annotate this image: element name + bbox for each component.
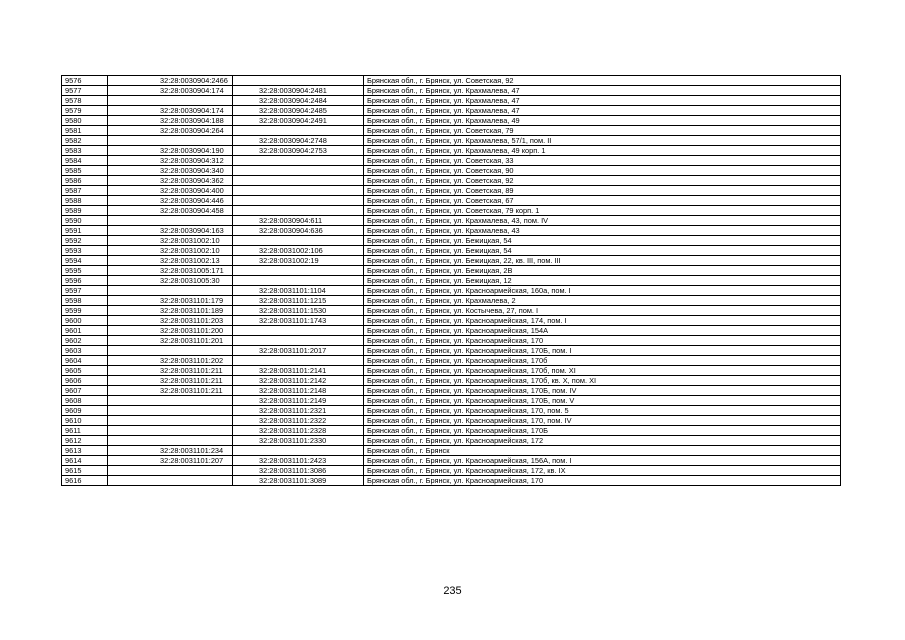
row-number-cell: 9585 [62,166,108,176]
object-cadastral-number-cell: 32:28:0031101:2149 [233,396,364,406]
cadastral-number-cell [108,436,233,446]
table-row [62,146,841,156]
table-row [62,176,841,186]
object-cadastral-number-cell: 32:28:0031101:1104 [233,286,364,296]
table-row [62,216,841,226]
cadastral-number-cell [108,476,233,486]
table-row [62,246,841,256]
table-row [62,296,841,306]
address-cell: Брянская обл., г. Брянск, ул. Крахмалева, 43 [364,226,841,236]
address-cell: Брянская обл., г. Брянск, ул. Костычева, 27, пом. I [364,306,841,316]
table-row [62,386,841,396]
row-number-cell: 9607 [62,386,108,396]
table-row [62,306,841,316]
row-number-cell: 9601 [62,326,108,336]
address-cell: Брянская обл., г. Брянск, ул. Советская, 89 [364,186,841,196]
row-number-cell: 9613 [62,446,108,456]
row-number-cell: 9609 [62,406,108,416]
table-row [62,206,841,216]
object-cadastral-number-cell: 32:28:0031002:106 [233,246,364,256]
object-cadastral-number-cell: 32:28:0031101:2141 [233,366,364,376]
table-row [62,226,841,236]
cadastral-number-cell [108,96,233,106]
table-row [62,106,841,116]
address-cell: Брянская обл., г. Брянск, ул. Красноармейская, 170Б, пом. V [364,396,841,406]
row-number-cell: 9578 [62,96,108,106]
table-row [62,356,841,366]
cadastral-table [61,75,841,486]
object-cadastral-number-cell: 32:28:0031101:2148 [233,386,364,396]
cadastral-number-cell: 32:28:0030904:190 [108,146,233,156]
cadastral-number-cell: 32:28:0031101:211 [108,376,233,386]
cadastral-number-cell: 32:28:0031101:211 [108,366,233,376]
table-row [62,236,841,246]
table-row [62,126,841,136]
table-row [62,376,841,386]
address-cell: Брянская обл., г. Брянск, ул. Крахмалева, 57/1, пом. II [364,136,841,146]
cadastral-number-cell: 32:28:0031005:171 [108,266,233,276]
row-number-cell: 9580 [62,116,108,126]
table-row [62,326,841,336]
page-number: 235 [443,585,462,597]
address-cell: Брянская обл., г. Брянск, ул. Бежицкая, 22, кв. III, пом. III [364,256,841,266]
cadastral-number-cell: 32:28:0031101:201 [108,336,233,346]
row-number-cell: 9589 [62,206,108,216]
row-number-cell: 9606 [62,376,108,386]
cadastral-number-cell: 32:28:0030904:312 [108,156,233,166]
object-cadastral-number-cell [233,356,364,366]
object-cadastral-number-cell: 32:28:0030904:611 [233,216,364,226]
table-row [62,256,841,266]
object-cadastral-number-cell: 32:28:0031002:19 [233,256,364,266]
table-row [62,286,841,296]
object-cadastral-number-cell: 32:28:0030904:2484 [233,96,364,106]
address-cell: Брянская обл., г. Брянск, ул. Красноармейская, 170, пом. 5 [364,406,841,416]
table-row [62,346,841,356]
address-cell: Брянская обл., г. Брянск [364,446,841,456]
table-row [62,446,841,456]
cadastral-number-cell: 32:28:0031002:13 [108,256,233,266]
object-cadastral-number-cell: 32:28:0031101:1743 [233,316,364,326]
address-cell: Брянская обл., г. Брянск, ул. Красноармейская, 156А, пом. I [364,456,841,466]
cadastral-number-cell [108,396,233,406]
address-cell: Брянская обл., г. Брянск, ул. Красноармейская, 154А [364,326,841,336]
row-number-cell: 9581 [62,126,108,136]
cadastral-number-cell [108,426,233,436]
table-row [62,406,841,416]
row-number-cell: 9576 [62,76,108,86]
address-cell: Брянская обл., г. Брянск, ул. Красноармейская, 170б, кв. X, пом. XI [364,376,841,386]
table-row [62,436,841,446]
address-cell: Брянская обл., г. Брянск, ул. Красноармейская, 172 [364,436,841,446]
object-cadastral-number-cell: 32:28:0030904:636 [233,226,364,236]
row-number-cell: 9577 [62,86,108,96]
cadastral-number-cell: 32:28:0031101:203 [108,316,233,326]
row-number-cell: 9582 [62,136,108,146]
address-cell: Брянская обл., г. Брянск, ул. Советская, 33 [364,156,841,166]
cadastral-number-cell [108,406,233,416]
row-number-cell: 9586 [62,176,108,186]
cadastral-number-cell: 32:28:0030904:264 [108,126,233,136]
cadastral-number-cell: 32:28:0030904:362 [108,176,233,186]
row-number-cell: 9584 [62,156,108,166]
row-number-cell: 9591 [62,226,108,236]
address-cell: Брянская обл., г. Брянск, ул. Крахмалева, 49 корп. 1 [364,146,841,156]
address-cell: Брянская обл., г. Брянск, ул. Бежицкая, 54 [364,236,841,246]
row-number-cell: 9583 [62,146,108,156]
row-number-cell: 9592 [62,236,108,246]
address-cell: Брянская обл., г. Брянск, ул. Красноармейская, 170 [364,336,841,346]
cadastral-number-cell: 32:28:0030904:446 [108,196,233,206]
object-cadastral-number-cell [233,206,364,216]
table-row [62,156,841,166]
address-cell: Брянская обл., г. Брянск, ул. Крахмалева, 47 [364,86,841,96]
cadastral-number-cell: 32:28:0031101:207 [108,456,233,466]
cadastral-number-cell: 32:28:0031101:202 [108,356,233,366]
cadastral-number-cell: 32:28:0031101:200 [108,326,233,336]
table-row [62,276,841,286]
object-cadastral-number-cell [233,176,364,186]
object-cadastral-number-cell [233,126,364,136]
object-cadastral-number-cell: 32:28:0030904:2753 [233,146,364,156]
cadastral-number-cell: 32:28:0031002:10 [108,236,233,246]
cadastral-number-cell [108,286,233,296]
table-row [62,96,841,106]
address-cell: Брянская обл., г. Брянск, ул. Советская, 67 [364,196,841,206]
object-cadastral-number-cell [233,156,364,166]
row-number-cell: 9608 [62,396,108,406]
row-number-cell: 9602 [62,336,108,346]
address-cell: Брянская обл., г. Брянск, ул. Красноармейская, 170Б, пом. IV [364,386,841,396]
row-number-cell: 9596 [62,276,108,286]
cadastral-number-cell: 32:28:0031101:179 [108,296,233,306]
cadastral-number-cell: 32:28:0031101:211 [108,386,233,396]
address-cell: Брянская обл., г. Брянск, ул. Красноармейская, 170Б, пом. I [364,346,841,356]
row-number-cell: 9612 [62,436,108,446]
address-cell: Брянская обл., г. Брянск, ул. Советская, 79 [364,126,841,136]
object-cadastral-number-cell: 32:28:0030904:2481 [233,86,364,96]
address-cell: Брянская обл., г. Брянск, ул. Бежицкая, 54 [364,246,841,256]
address-cell: Брянская обл., г. Брянск, ул. Красноармейская, 170 [364,476,841,486]
cadastral-number-cell [108,346,233,356]
address-cell: Брянская обл., г. Брянск, ул. Крахмалева, 2 [364,296,841,306]
object-cadastral-number-cell: 32:28:0031101:2322 [233,416,364,426]
cadastral-number-cell: 32:28:0031101:234 [108,446,233,456]
cadastral-number-cell: 32:28:0030904:174 [108,86,233,96]
cadastral-number-cell: 32:28:0031005:30 [108,276,233,286]
object-cadastral-number-cell: 32:28:0030904:2491 [233,116,364,126]
object-cadastral-number-cell [233,326,364,336]
table-row [62,136,841,146]
address-cell: Брянская обл., г. Брянск, ул. Красноармейская, 174, пом. I [364,316,841,326]
object-cadastral-number-cell [233,266,364,276]
row-number-cell: 9611 [62,426,108,436]
table-row [62,336,841,346]
address-cell: Брянская обл., г. Брянск, ул. Советская, 90 [364,166,841,176]
table-row [62,416,841,426]
table-row [62,116,841,126]
table-row [62,186,841,196]
cadastral-number-cell: 32:28:0030904:174 [108,106,233,116]
address-cell: Брянская обл., г. Брянск, ул. Советская, 79 корп. 1 [364,206,841,216]
object-cadastral-number-cell: 32:28:0031101:2142 [233,376,364,386]
object-cadastral-number-cell [233,276,364,286]
table-row [62,166,841,176]
object-cadastral-number-cell: 32:28:0030904:2748 [233,136,364,146]
table-row [62,196,841,206]
row-number-cell: 9615 [62,466,108,476]
object-cadastral-number-cell: 32:28:0031101:3089 [233,476,364,486]
object-cadastral-number-cell [233,166,364,176]
object-cadastral-number-cell: 32:28:0030904:2485 [233,106,364,116]
row-number-cell: 9599 [62,306,108,316]
address-cell: Брянская обл., г. Брянск, ул. Крахмалева, 47 [364,106,841,116]
cadastral-number-cell [108,466,233,476]
address-cell: Брянская обл., г. Брянск, ул. Крахмалева, 43, пом. IV [364,216,841,226]
row-number-cell: 9598 [62,296,108,306]
table-row [62,456,841,466]
row-number-cell: 9595 [62,266,108,276]
object-cadastral-number-cell: 32:28:0031101:2017 [233,346,364,356]
object-cadastral-number-cell: 32:28:0031101:2330 [233,436,364,446]
address-cell: Брянская обл., г. Брянск, ул. Бежицкая, 2В [364,266,841,276]
address-cell: Брянская обл., г. Брянск, ул. Красноармейская, 170, пом. IV [364,416,841,426]
row-number-cell: 9594 [62,256,108,266]
cadastral-number-cell: 32:28:0030904:400 [108,186,233,196]
object-cadastral-number-cell [233,336,364,346]
object-cadastral-number-cell [233,196,364,206]
object-cadastral-number-cell: 32:28:0031101:1530 [233,306,364,316]
table-row [62,316,841,326]
object-cadastral-number-cell [233,446,364,456]
object-cadastral-number-cell: 32:28:0031101:1215 [233,296,364,306]
address-cell: Брянская обл., г. Брянск, ул. Красноармейская, 172, кв. IX [364,466,841,476]
address-cell: Брянская обл., г. Брянск, ул. Красноармейская, 170б [364,356,841,366]
table-row [62,366,841,376]
address-cell: Брянская обл., г. Брянск, ул. Красноармейская, 170б, пом. XI [364,366,841,376]
table-row [62,426,841,436]
row-number-cell: 9610 [62,416,108,426]
address-cell: Брянская обл., г. Брянск, ул. Крахмалева, 47 [364,96,841,106]
row-number-cell: 9616 [62,476,108,486]
row-number-cell: 9579 [62,106,108,116]
cadastral-number-cell: 32:28:0030904:163 [108,226,233,236]
table-row [62,76,841,86]
cadastral-number-cell: 32:28:0030904:2466 [108,76,233,86]
address-cell: Брянская обл., г. Брянск, ул. Советская, 92 [364,176,841,186]
cadastral-number-cell: 32:28:0031101:189 [108,306,233,316]
object-cadastral-number-cell: 32:28:0031101:3086 [233,466,364,476]
object-cadastral-number-cell: 32:28:0031101:2423 [233,456,364,466]
cadastral-number-cell [108,216,233,226]
row-number-cell: 9603 [62,346,108,356]
row-number-cell: 9588 [62,196,108,206]
table-row [62,266,841,276]
table-row [62,466,841,476]
row-number-cell: 9587 [62,186,108,196]
address-cell: Брянская обл., г. Брянск, ул. Бежицкая, 12 [364,276,841,286]
object-cadastral-number-cell: 32:28:0031101:2321 [233,406,364,416]
cadastral-number-cell: 32:28:0030904:458 [108,206,233,216]
cadastral-number-cell: 32:28:0031002:10 [108,246,233,256]
row-number-cell: 9604 [62,356,108,366]
address-cell: Брянская обл., г. Брянск, ул. Красноармейская, 170Б [364,426,841,436]
table-body [62,76,841,486]
table-row [62,396,841,406]
table-row [62,86,841,96]
row-number-cell: 9597 [62,286,108,296]
table-row [62,476,841,486]
row-number-cell: 9590 [62,216,108,226]
object-cadastral-number-cell [233,76,364,86]
cadastral-number-cell [108,416,233,426]
row-number-cell: 9605 [62,366,108,376]
cadastral-number-cell: 32:28:0030904:340 [108,166,233,176]
object-cadastral-number-cell: 32:28:0031101:2328 [233,426,364,436]
address-cell: Брянская обл., г. Брянск, ул. Крахмалева, 49 [364,116,841,126]
object-cadastral-number-cell [233,186,364,196]
cadastral-number-cell: 32:28:0030904:188 [108,116,233,126]
row-number-cell: 9614 [62,456,108,466]
row-number-cell: 9600 [62,316,108,326]
cadastral-number-cell [108,136,233,146]
address-cell: Брянская обл., г. Брянск, ул. Советская, 92 [364,76,841,86]
row-number-cell: 9593 [62,246,108,256]
address-cell: Брянская обл., г. Брянск, ул. Красноармейская, 160а, пом. I [364,286,841,296]
object-cadastral-number-cell [233,236,364,246]
